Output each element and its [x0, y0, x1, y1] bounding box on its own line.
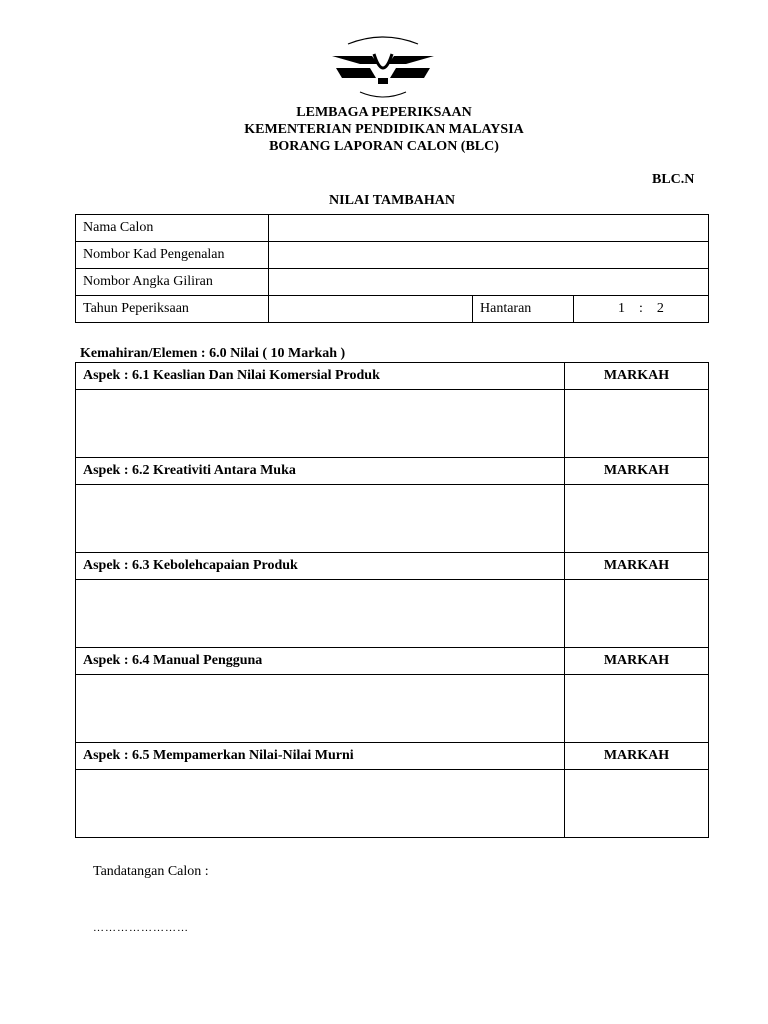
label-nama-calon: Nama Calon [76, 215, 269, 242]
input-angka-giliran[interactable] [269, 269, 709, 296]
markah-header: MARKAH [565, 363, 709, 390]
input-tahun-peperiksaan[interactable] [269, 296, 473, 323]
markah-header: MARKAH [565, 553, 709, 580]
aspek-label: Aspek : 6.1 Keaslian Dan Nilai Komersial Produk [76, 363, 565, 390]
signature-label: Tandatangan Calon : [93, 864, 209, 879]
header-line-2: KEMENTERIAN PENDIDIKAN MALAYSIA [244, 122, 524, 137]
markah-header: MARKAH [565, 648, 709, 675]
signature-line[interactable]: …………………… [93, 922, 189, 934]
aspek-comment-box[interactable] [76, 485, 565, 553]
lembaga-logo [330, 34, 436, 102]
markah-header: MARKAH [565, 743, 709, 770]
header-line-3: BORANG LAPORAN CALON (BLC) [269, 139, 499, 154]
value-hantaran: 1 : 2 [574, 296, 709, 323]
aspek-label: Aspek : 6.3 Kebolehcapaian Produk [76, 553, 565, 580]
markah-box[interactable] [565, 580, 709, 648]
header-line-1: LEMBAGA PEPERIKSAAN [296, 105, 472, 120]
label-angka-giliran: Nombor Angka Giliran [76, 269, 269, 296]
markah-box[interactable] [565, 390, 709, 458]
input-nama-calon[interactable] [269, 215, 709, 242]
aspek-comment-box[interactable] [76, 390, 565, 458]
aspek-table [75, 362, 709, 838]
aspek-comment-box[interactable] [76, 675, 565, 743]
aspek-label: Aspek : 6.2 Kreativiti Antara Muka [76, 458, 565, 485]
candidate-info-table [75, 214, 709, 323]
aspek-comment-box[interactable] [76, 580, 565, 648]
markah-header: MARKAH [565, 458, 709, 485]
section-title: NILAI TAMBAHAN [329, 193, 455, 208]
markah-box[interactable] [565, 485, 709, 553]
markah-box[interactable] [565, 770, 709, 838]
aspek-comment-box[interactable] [76, 770, 565, 838]
label-tahun-peperiksaan: Tahun Peperiksaan [76, 296, 269, 323]
markah-box[interactable] [565, 675, 709, 743]
input-kad-pengenalan[interactable] [269, 242, 709, 269]
kemahiran-label: Kemahiran/Elemen : 6.0 Nilai ( 10 Markah ) [80, 346, 346, 361]
aspek-label: Aspek : 6.4 Manual Pengguna [76, 648, 565, 675]
label-kad-pengenalan: Nombor Kad Pengenalan [76, 242, 269, 269]
aspek-label: Aspek : 6.5 Mempamerkan Nilai-Nilai Murni [76, 743, 565, 770]
form-code: BLC.N [652, 172, 695, 187]
label-hantaran: Hantaran [473, 296, 574, 323]
